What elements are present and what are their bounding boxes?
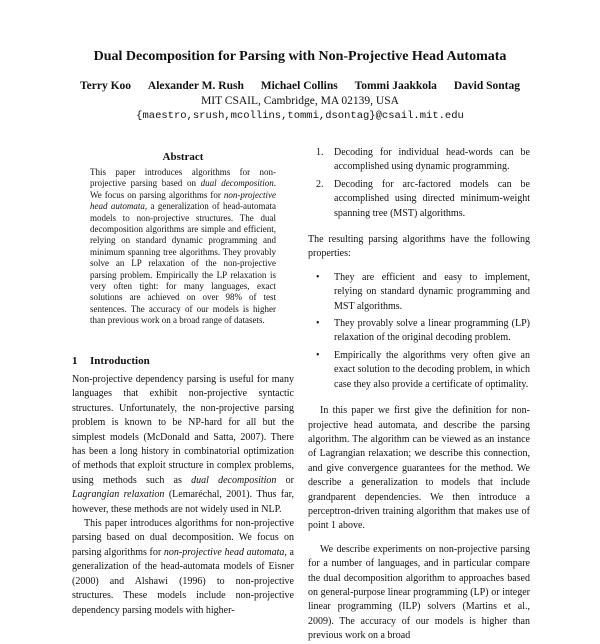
author-name: David Sontag — [453, 80, 520, 92]
list-item — [308, 317, 530, 346]
body-paragraph: The resulting parsing algorithms have the following properties: — [308, 234, 530, 260]
body-text: (Lemaréchal, 2001). Thus far, however, these methods are not widely used in NLP. — [72, 489, 294, 515]
list-item — [308, 146, 530, 175]
abstract-text: , a generalization of head-automata models to non-projective structures. The dual decomposition algorithms are simple and efficient, relying on standard dynamic programming and minimum spanning tree algorithms. They provably solve an LP relaxation of the non-projective parsing problem. Empirically the LP relaxation is very often tight: for many languages, exact solutions are achieved on over 98% of test sentences. The accuracy of our models is higher than previous work on a broad range of datasets. — [90, 201, 276, 326]
body-paragraph: In this paper we first give the definition for non-projective head automata, and describe the parsing algorithm. The algorithm can be viewed as an instance of Lagrangian relaxation; we describe this connection, and give convergence guarantees for the method. We describe a generalization to models that include grandparent dependencies. We then introduce a perceptron-driven training algorithm that makes use of point 1 above. — [308, 405, 530, 532]
abstract-body — [90, 167, 276, 327]
body-paragraph — [72, 373, 294, 517]
body-text: , a generalization of the head-automata models of Eisner (2000) and Alshawi (1996) to non-projective structures. These models include non-projective dependency parsing models with higher- — [72, 546, 294, 616]
body-text: or — [276, 474, 294, 486]
abstract-emphasis: non-projective head automata — [90, 189, 276, 212]
body-paragraph: We describe experiments on non-projective parsing for a number of languages, and in particular compare the dual decomposition algorithm to approaches based on general-purpose linear programming (LP) or integer linear programming (ILP) solvers (Martins et al., 2009). The accuracy of our models is higher than previous work on a broad — [308, 543, 530, 642]
list-marker: 2. — [316, 178, 324, 190]
section-heading-introduction — [72, 355, 294, 367]
body-emphasis: non-projective head automata — [163, 546, 285, 558]
abstract-text: This paper introduces algorithms for non-projective parsing based on — [90, 167, 276, 189]
section-title: Introduction — [90, 355, 150, 367]
author-list — [0, 80, 600, 92]
list-item-text: Empirically the algorithms very often give an exact solution to the decoding problem, in which case they also provide a certificate of optimality. — [334, 349, 530, 390]
bullet-icon: • — [316, 318, 320, 330]
bullet-icon: • — [316, 349, 320, 361]
list-item-text: Decoding for arc-factored models can be accomplished using directed minimum-weight spanning tree (MST) algorithms. — [334, 178, 530, 219]
list-item — [308, 349, 530, 392]
author-name: Michael Collins — [260, 80, 338, 92]
numbered-list — [308, 146, 530, 221]
body-emphasis: Lagrangian relaxation — [72, 489, 165, 501]
body-text: Non-projective dependency parsing is useful for many languages that exhibit non-projective syntactic structures. Unfortunately, the non-projective parsing problem is known to be NP-hard for all but the simplest models (McDonald and Satta, 2007). There has been a long history in combinatorial optimization of methods that exploit structure in complex problems, using methods such as — [72, 374, 294, 486]
bullet-list — [308, 271, 530, 392]
author-name: Alexander M. Rush — [147, 80, 244, 92]
body-paragraph — [72, 517, 294, 618]
list-item — [308, 271, 530, 314]
affiliation: MIT CSAIL, Cambridge, MA 02139, USA — [201, 95, 399, 107]
abstract-text: . We focus on parsing algorithms for — [90, 178, 276, 200]
body-emphasis: dual decomposition — [191, 474, 277, 486]
list-marker: 1. — [316, 147, 324, 158]
list-item-text: They provably solve a linear programming (LP) relaxation of the original decoding problem. — [334, 318, 530, 344]
author-name: Terry Koo — [80, 80, 132, 92]
body-text: This paper introduces algorithms for non-projective parsing based on dual decomposition. We focus on parsing algorithms for — [72, 518, 294, 558]
list-item-text: Decoding for individual head-words can be accomplished using dynamic programming. — [334, 147, 530, 173]
paper-title: Dual Decomposition for Parsing with Non-Projective Head Automata — [93, 49, 507, 64]
introduction-body — [72, 373, 294, 618]
abstract-emphasis: dual decomposition — [200, 178, 274, 189]
right-column — [308, 146, 530, 644]
author-name: Tommi Jaakkola — [354, 80, 437, 92]
list-item-text: They are efficient and easy to implement, relying on standard dynamic programming and MST algorithms. — [334, 271, 530, 312]
author-emails: {maestro,srush,mcollins,tommi,dsontag}@csail.mit.edu — [136, 110, 464, 122]
list-item — [308, 178, 530, 221]
section-number: 1 — [72, 355, 78, 367]
bullet-icon: • — [316, 271, 320, 283]
abstract-heading: Abstract — [162, 151, 204, 163]
